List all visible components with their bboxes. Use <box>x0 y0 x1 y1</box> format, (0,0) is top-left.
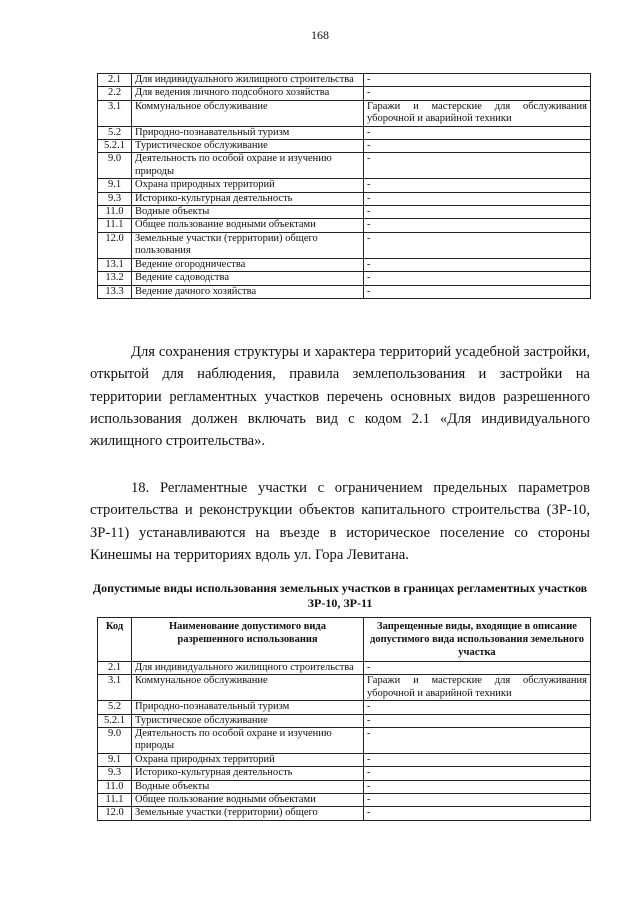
table-row <box>98 807 591 820</box>
cell-code: 5.2 <box>98 126 132 139</box>
cell-restricted: - <box>364 140 591 153</box>
table-row <box>98 272 591 285</box>
cell-name: Природно-познавательный туризм <box>132 701 364 714</box>
cell-name: Водные объекты <box>132 206 364 219</box>
cell-name: Коммунальное обслуживание <box>132 100 364 126</box>
cell-name: Охрана природных территорий <box>132 179 364 192</box>
table-row <box>98 701 591 714</box>
cell-code: 5.2 <box>98 701 132 714</box>
table-caption: Допустимые виды использования земельных участков в границах регламентных участков ЗР-10, ЗР-11 <box>92 581 588 610</box>
cell-restricted: - <box>364 126 591 139</box>
cell-restricted: - <box>364 74 591 87</box>
table-row <box>98 794 591 807</box>
cell-code: 11.0 <box>98 206 132 219</box>
cell-code: 11.1 <box>98 794 132 807</box>
cell-code: 3.1 <box>98 100 132 126</box>
cell-restricted: - <box>364 701 591 714</box>
cell-name: Коммунальное обслуживание <box>132 675 364 701</box>
cell-name: Деятельность по особой охране и изучению природы <box>132 153 364 179</box>
cell-name: Земельные участки (территории) общего <box>132 807 364 820</box>
cell-code: 12.0 <box>98 807 132 820</box>
land-use-table-continued <box>97 73 591 299</box>
table-row <box>98 74 591 87</box>
table-row <box>98 126 591 139</box>
cell-restricted: - <box>364 767 591 780</box>
page-number: 168 <box>311 28 329 42</box>
cell-name: Водные объекты <box>132 780 364 793</box>
cell-code: 2.2 <box>98 87 132 100</box>
cell-restricted: - <box>364 728 591 754</box>
cell-name: Природно-познавательный туризм <box>132 126 364 139</box>
table-row <box>98 219 591 232</box>
cell-restricted: - <box>364 272 591 285</box>
table-body <box>98 662 591 821</box>
cell-code: 9.0 <box>98 153 132 179</box>
cell-name: Общее пользование водными объектами <box>132 794 364 807</box>
table-row <box>98 728 591 754</box>
cell-restricted: Гаражи и мастерские для обслуживания уборочной и аварийной техники <box>364 100 591 126</box>
table-row <box>98 714 591 727</box>
cell-name: Для индивидуального жилищного строительства <box>132 662 364 675</box>
cell-restricted: - <box>364 662 591 675</box>
table-row <box>98 153 591 179</box>
table-row <box>98 285 591 298</box>
cell-restricted: - <box>364 753 591 766</box>
table-row <box>98 675 591 701</box>
header-row <box>98 618 591 662</box>
cell-name: Историко-культурная деятельность <box>132 767 364 780</box>
cell-restricted: - <box>364 807 591 820</box>
cell-code: 9.1 <box>98 753 132 766</box>
cell-code: 3.1 <box>98 675 132 701</box>
table-row <box>98 753 591 766</box>
land-use-table-zr10-zr11 <box>97 617 591 821</box>
cell-name: Историко-культурная деятельность <box>132 192 364 205</box>
table-row <box>98 767 591 780</box>
cell-name: Ведение огородничества <box>132 258 364 271</box>
cell-code: 9.3 <box>98 767 132 780</box>
cell-code: 13.3 <box>98 285 132 298</box>
table-row <box>98 100 591 126</box>
cell-restricted: - <box>364 87 591 100</box>
cell-code: 5.2.1 <box>98 140 132 153</box>
cell-code: 13.2 <box>98 272 132 285</box>
table-row <box>98 780 591 793</box>
cell-name: Земельные участки (территории) общего пользования <box>132 232 364 258</box>
cell-code: 13.1 <box>98 258 132 271</box>
cell-code: 11.0 <box>98 780 132 793</box>
cell-name: Для индивидуального жилищного строительства <box>132 74 364 87</box>
cell-name: Ведение садоводства <box>132 272 364 285</box>
table-row <box>98 87 591 100</box>
cell-code: 11.1 <box>98 219 132 232</box>
table-row <box>98 258 591 271</box>
cell-code: 9.0 <box>98 728 132 754</box>
cell-code: 9.1 <box>98 179 132 192</box>
table-row <box>98 140 591 153</box>
cell-name: Туристическое обслуживание <box>132 714 364 727</box>
cell-code: 12.0 <box>98 232 132 258</box>
cell-restricted: Гаражи и мастерские для обслуживания уборочной и аварийной техники <box>364 675 591 701</box>
cell-restricted: - <box>364 258 591 271</box>
header-name: Наименование допустимого вида разрешенного использования <box>132 618 364 662</box>
paragraph-residential-code: Для сохранения структуры и характера территорий усадебной застройки, открытой для наблюдения, правила землепользования и застройки на территории регламентных участков перечень основных видов разрешенного использования должен включать вид с кодом 2.1 «Для индивидуального жилищного строительства». <box>90 344 590 450</box>
cell-code: 5.2.1 <box>98 714 132 727</box>
cell-restricted: - <box>364 179 591 192</box>
cell-restricted: - <box>364 232 591 258</box>
cell-name: Общее пользование водными объектами <box>132 219 364 232</box>
cell-code: 9.3 <box>98 192 132 205</box>
header-code: Код <box>98 618 132 662</box>
cell-restricted: - <box>364 192 591 205</box>
cell-restricted: - <box>364 780 591 793</box>
table-row <box>98 662 591 675</box>
table-row <box>98 206 591 219</box>
paragraph-18-regulation: 18. Регламентные участки с ограничением предельных параметров строительства и реконструкции объектов капитального строительства (ЗР-10, ЗР-11) устанавливаются на въезде в историческое поселение со стороны Кинешмы на территориях вдоль ул. Гора Левитана. <box>90 480 590 563</box>
cell-restricted: - <box>364 714 591 727</box>
table-row <box>98 179 591 192</box>
cell-name: Деятельность по особой охране и изучению природы <box>132 728 364 754</box>
cell-restricted: - <box>364 153 591 179</box>
cell-restricted: - <box>364 206 591 219</box>
cell-restricted: - <box>364 219 591 232</box>
table-row <box>98 192 591 205</box>
cell-name: Охрана природных территорий <box>132 753 364 766</box>
cell-restricted: - <box>364 285 591 298</box>
cell-code: 2.1 <box>98 74 132 87</box>
table-row <box>98 232 591 258</box>
cell-name: Ведение дачного хозяйства <box>132 285 364 298</box>
cell-name: Туристическое обслуживание <box>132 140 364 153</box>
table-body <box>98 74 591 299</box>
table-header <box>98 618 591 662</box>
cell-code: 2.1 <box>98 662 132 675</box>
cell-name: Для ведения личного подсобного хозяйства <box>132 87 364 100</box>
cell-restricted: - <box>364 794 591 807</box>
header-restricted: Запрещенные виды, входящие в описание допустимого вида использования земельного участка <box>364 618 591 662</box>
